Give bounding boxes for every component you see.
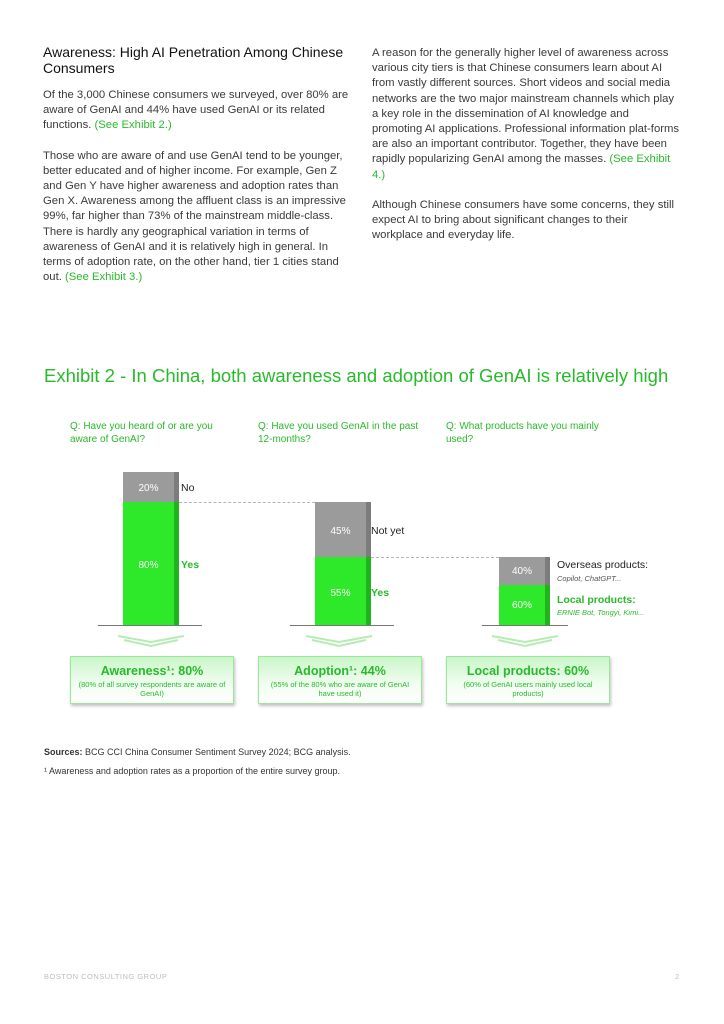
bar-3-overseas-examples: Copilot, ChatGPT... [557,574,622,583]
baseline-2 [290,625,394,626]
right-p1-text: A reason for the generally higher level of awareness across various city tiers is that Chinese consumers learn about AI from vastly different sources. Short videos and social media networks are the two major mainstream channels which play a key role in the dissemination of AI knowledge and promoting AI applications. Professional information plat-forms are also an important contributor. Together, they have been rapidly popularizing GenAI among the masses. [372,47,680,166]
sources-note [44,747,351,757]
bar-1-no-pct: 20% [138,483,159,494]
bar-1-no-label: No [181,482,195,494]
bar-1-no-shade [174,472,179,502]
bar-3-overseas-pct: 40% [511,566,532,577]
sources-text: BCG CCI China Consumer Sentiment Survey 2024; BCG analysis. [82,747,351,757]
question-3: Q: What products have you mainly used? [446,421,599,445]
baseline-1 [98,625,202,626]
summary-title-local: Local products: 60% [466,664,590,678]
summary-box-adoption [258,656,422,704]
bar-1-yes-label: Yes [181,559,200,571]
bar-2-notyet-pct: 45% [330,526,351,537]
left-column [43,45,355,300]
question-2: Q: Have you used GenAI in the past 12-months? [258,421,419,445]
footer-brand: BOSTON CONSULTING GROUP [44,972,168,981]
left-p1-text: Of the 3,000 Chinese consumers we surveyed, over 80% are aware of GenAI and 44% have used GenAI or its related functions. [43,89,349,132]
bar-3-overseas-shade [545,557,550,585]
question-1: Q: Have you heard of or are you aware of GenAI? [70,421,213,445]
section-heading: Awareness: High AI Penetration Among Chinese Consumers [43,44,344,76]
connector-1 [179,502,315,503]
bar-2-yes-label: Yes [371,587,390,599]
summary-desc-local: (60% of GenAI users mainly used local products) [463,680,593,698]
bar-3-local-pct: 60% [511,600,532,611]
sources-label: Sources: [44,747,83,757]
chevron-down-icon [490,634,560,648]
baseline-3 [482,625,568,626]
summary-title-awareness: Awareness¹: 80% [100,664,204,678]
page-number: 2 [675,972,680,981]
bar-2-notyet-label: Not yet [371,525,405,537]
see-exhibit-4-link[interactable]: (See Exhibit 4.) [372,153,671,181]
bar-1-yes-pct: 80% [138,560,159,571]
connector-2 [371,557,499,558]
bar-2-yes-pct: 55% [330,588,351,599]
exhibit-title: Exhibit 2 - In China, both awareness and adoption of GenAI is relatively high [44,365,669,386]
summary-desc-awareness: (80% of all survey respondents are aware of GenAI) [78,680,226,698]
right-paragraph-2: Although Chinese consumers have some concerns, they still expect AI to bring about significant changes to their workplace and everyday life. [372,198,675,242]
right-paragraph-1 [372,46,680,183]
right-column [372,46,680,258]
summary-box-local [446,656,610,704]
bar-1-yes-shade [174,502,179,625]
summary-desc-adoption: (55% of the 80% who are aware of GenAI have used it) [270,680,410,698]
bar-3-local-examples: ERNIE Bot, Tongyi, Kimi... [557,608,645,617]
bar-3-local-label: Local products: [557,594,636,606]
see-exhibit-3-link[interactable]: (See Exhibit 3.) [64,271,143,284]
bar-3-overseas-label: Overseas products: [557,559,649,571]
summary-title-adoption: Adoption¹: 44% [294,664,386,678]
see-exhibit-2-link[interactable]: (See Exhibit 2.) [94,119,172,132]
summary-box-awareness [70,656,234,704]
left-paragraph-2 [43,149,355,286]
footnote: ¹ Awareness and adoption rates as a proportion of the entire survey group. [44,766,341,776]
chevron-down-icon [116,634,186,648]
left-p2-text: Those who are aware of and use GenAI tend to be younger, better educated and of higher income. For example, Gen Z and Gen Y have higher awareness and adoption rates than Gen X. Awareness among the affluent class is an impressive 99%, far higher than 73% of the mainstream middle-class. There is hardly any geographical variation in terms of awareness of GenAI and it is relatively high in general. In terms of adoption rate, on the other hand, tier 1 cities stand out. [43,149,346,284]
left-paragraph-1 [43,88,355,134]
chevron-down-icon [304,634,374,648]
bar-3-local-shade [545,585,550,625]
